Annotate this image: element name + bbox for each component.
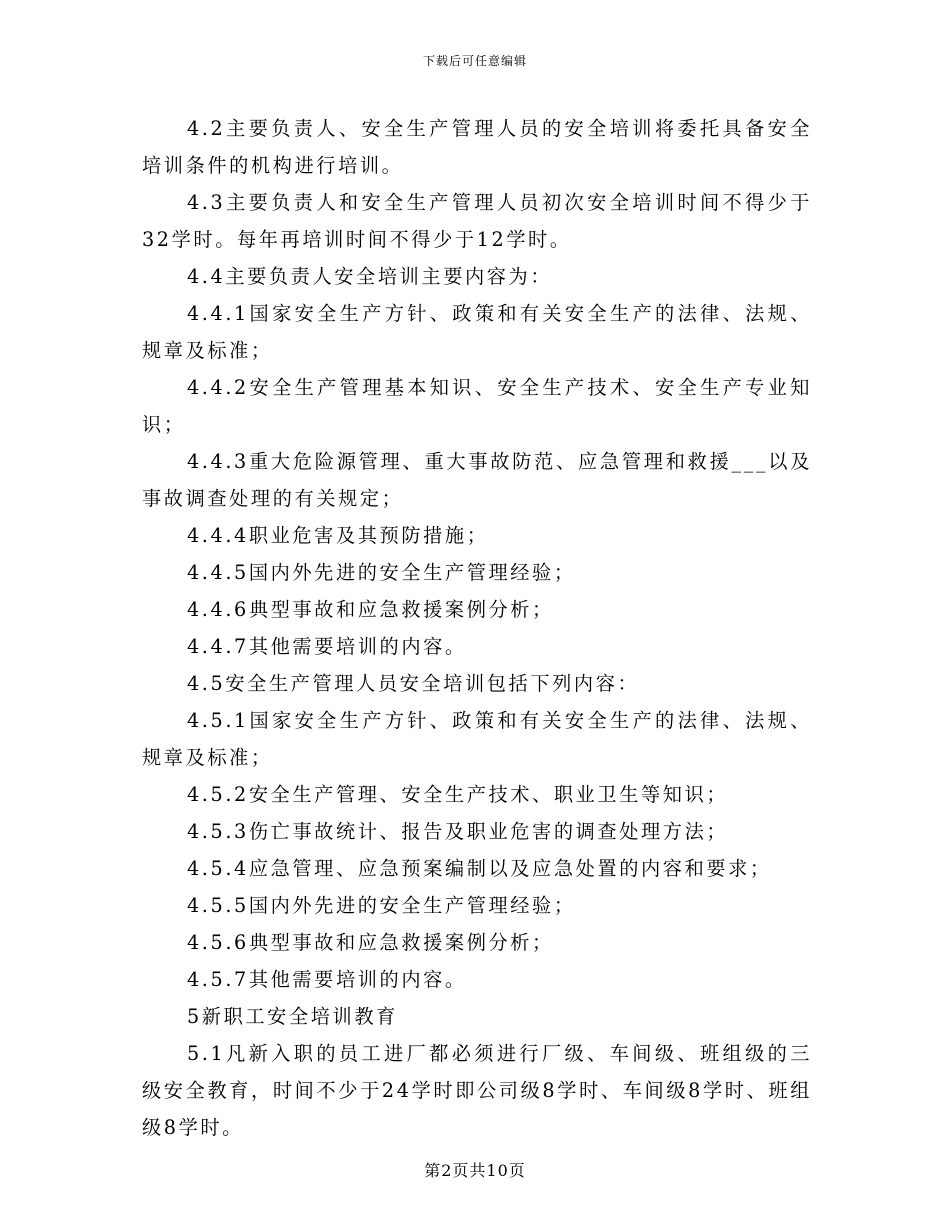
paragraph-4-5-4: 4.5.4应急管理、应急预案编制以及应急处置的内容和要求； [187, 857, 772, 880]
paragraph-4-5-6: 4.5.6典型事故和应急救援案例分析； [187, 931, 554, 954]
paragraph-4-5-7: 4.5.7其他需要培训的内容。 [187, 968, 467, 991]
paragraph-4-3: 4.3主要负责人和安全生产管理人员初次安全培训时间不得少于32学时。每年再培训时间不得少于12学时。 [142, 191, 812, 251]
paragraph-4-4-5: 4.4.5国内外先进的安全生产管理经验； [187, 561, 576, 584]
paragraph-4-5-5: 4.5.5国内外先进的安全生产管理经验； [187, 894, 576, 917]
paragraph-4-4-2: 4.4.2安全生产管理基本知识、安全生产技术、安全生产专业知识； [142, 376, 812, 436]
paragraph-4-4-7: 4.4.7其他需要培训的内容。 [187, 635, 467, 658]
page-footer: 第2页共10页 [424, 1161, 526, 1180]
paragraph-4-2: 4.2主要负责人、安全生产管理人员的安全培训将委托具备安全培训条件的机构进行培训。 [142, 117, 812, 177]
paragraph-4-5-2: 4.5.2安全生产管理、安全生产技术、职业卫生等知识； [187, 783, 729, 806]
page-header: 下载后可任意编辑 [422, 54, 527, 68]
paragraph-4-4-6: 4.4.6典型事故和应急救援案例分析； [187, 598, 554, 621]
document-body [142, 110, 812, 1146]
section-5-heading: 5新职工安全培训教育 [187, 1005, 398, 1028]
paragraph-4-5-1: 4.5.1国家安全生产方针、政策和有关安全生产的法律、法规、规章及标准； [142, 709, 812, 769]
paragraph-5-1: 5.1凡新入职的员工进厂都必须进行厂级、车间级、班组级的三级安全教育，时间不少于24学时即公司级8学时、车间级8学时、班组级8学时。 [142, 1042, 812, 1139]
paragraph-4-4-1: 4.4.1国家安全生产方针、政策和有关安全生产的法律、法规、规章及标准； [142, 302, 812, 362]
paragraph-4-5: 4.5安全生产管理人员安全培训包括下列内容： [187, 672, 640, 695]
paragraph-4-4: 4.4主要负责人安全培训主要内容为： [187, 265, 553, 288]
paragraph-4-5-3: 4.5.3伤亡事故统计、报告及职业危害的调查处理方法； [187, 820, 729, 843]
paragraph-4-4-3: 4.4.3重大危险源管理、重大事故防范、应急管理和救援___以及事故调查处理的有关规定； [142, 450, 812, 510]
paragraph-4-4-4: 4.4.4职业危害及其预防措施； [187, 524, 489, 547]
